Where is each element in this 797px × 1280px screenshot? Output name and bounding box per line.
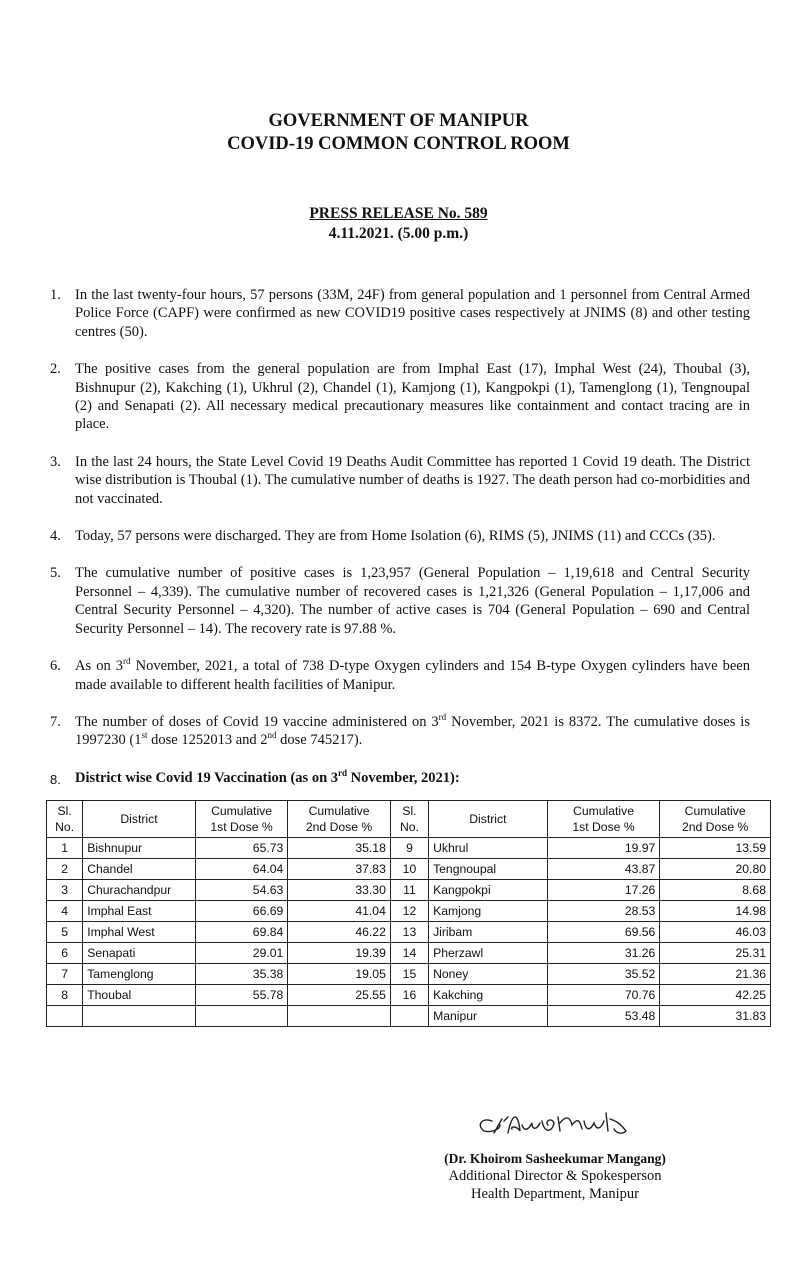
- table-cell: 46.22: [288, 922, 391, 943]
- table-cell: 64.04: [195, 859, 288, 880]
- table-cell: 21.36: [660, 964, 771, 985]
- table-row: [47, 901, 771, 922]
- item-text: [75, 657, 750, 694]
- table-cell: 70.76: [547, 985, 660, 1006]
- table-cell: [288, 1006, 391, 1027]
- press-release-date: 4.11.2021. (5.00 p.m.): [328, 225, 469, 242]
- table-cell: [83, 1006, 196, 1027]
- header-first-dose: Cumulative 1st Dose %: [195, 801, 288, 838]
- table-cell: Kamjong: [429, 901, 548, 922]
- table-cell: 35.18: [288, 838, 391, 859]
- table-cell: Imphal West: [83, 922, 196, 943]
- table-cell: 1: [47, 838, 83, 859]
- signatory-name: (Dr. Khoirom Sasheekumar Mangang): [444, 1151, 666, 1166]
- item-text-part: As on 3: [75, 658, 124, 675]
- item-text-part: dose 1252013 and 2: [147, 732, 268, 749]
- table-row: [47, 859, 771, 880]
- table-cell: [390, 1006, 428, 1027]
- item-number: 6.: [50, 658, 61, 675]
- ordinal-suffix: nd: [267, 730, 277, 741]
- table-cell: Jiribam: [429, 922, 548, 943]
- table-cell: 14: [390, 943, 428, 964]
- item-text: In the last twenty-four hours, 57 persons (33M, 24F) from general population and 1 personnel from Central Armed Police Force (CAPF) were confirmed as new COVID19 positive cases respectively at JNIMS (8) and other testing centres (50).: [75, 287, 750, 340]
- table-cell: 69.56: [547, 922, 660, 943]
- table-row: [47, 922, 771, 943]
- table-cell: 37.83: [288, 859, 391, 880]
- table-cell: 13: [390, 922, 428, 943]
- item-text-part: dose 745217).: [276, 732, 363, 749]
- list-item: [50, 527, 750, 545]
- header-second-dose: Cumulative 2nd Dose %: [660, 801, 771, 838]
- table-row: [47, 964, 771, 985]
- item-number: 1.: [50, 287, 61, 303]
- table-cell: Bishnupur: [83, 838, 196, 859]
- header-first-dose: Cumulative 1st Dose %: [547, 801, 660, 838]
- item-number: 4.: [50, 528, 61, 545]
- table-cell: 46.03: [660, 922, 771, 943]
- table-cell: 4: [47, 901, 83, 922]
- item-number: 7.: [50, 713, 61, 730]
- table-cell: [195, 1006, 288, 1027]
- item-number: 8.: [50, 772, 61, 787]
- table-cell: 42.25: [660, 985, 771, 1006]
- item-text: Today, 57 persons were discharged. They are from Home Isolation (6), RIMS (5), JNIMS (11) and CCCs (35).: [75, 528, 716, 545]
- table-cell: 19.05: [288, 964, 391, 985]
- table-cell: Kakching: [429, 985, 548, 1006]
- vaccination-heading: [50, 770, 460, 787]
- list-item: [50, 453, 750, 508]
- item-text: The positive cases from the general population are from Imphal East (17), Imphal West (24), Thoubal (3), Bishnupur (2), Kakching (1), Ukhrul (2), Chandel (1), Kamjong (1), Kangpokpi (1), Tamenglong (1), Tengnoupal (2) and Senapati (2). All necessary medical precautionary measures like containment and contact tracing are in place.: [75, 361, 750, 433]
- table-cell: Chandel: [83, 859, 196, 880]
- table-cell: Tamenglong: [83, 964, 196, 985]
- table-body: [47, 838, 771, 1027]
- table-cell: 25.55: [288, 985, 391, 1006]
- table-row: [47, 880, 771, 901]
- document-header: [0, 110, 797, 156]
- table-cell: Kangpokpi: [429, 880, 548, 901]
- ordinal-suffix: rd: [338, 768, 348, 779]
- table-cell: 43.87: [547, 859, 660, 880]
- item-text-part: The number of doses of Covid 19 vaccine administered on 3: [75, 713, 439, 730]
- table-cell: 12: [390, 901, 428, 922]
- table-cell: 31.26: [547, 943, 660, 964]
- table-cell: 6: [47, 943, 83, 964]
- table-cell: 11: [390, 880, 428, 901]
- table-row: [47, 943, 771, 964]
- table-cell: 14.98: [660, 901, 771, 922]
- item-number: 2.: [50, 361, 61, 378]
- signature-image: [470, 1103, 640, 1143]
- list-item: [50, 564, 750, 638]
- table-cell: Noney: [429, 964, 548, 985]
- table-cell: 19.39: [288, 943, 391, 964]
- table-cell: Manipur: [429, 1006, 548, 1027]
- header-district: District: [429, 801, 548, 838]
- table-cell: 7: [47, 964, 83, 985]
- signature-block: [420, 1103, 690, 1203]
- list-item: [50, 360, 750, 434]
- item-text-part: November, 2021 is 8372. The cumulative doses is 1997230 (1: [75, 713, 750, 749]
- table-cell: Ukhrul: [429, 838, 548, 859]
- header-control-room: COVID-19 COMMON CONTROL ROOM: [227, 134, 570, 154]
- table-cell: 54.63: [195, 880, 288, 901]
- item-text-part: November, 2021, a total of 738 D-type Oxygen cylinders and 154 B-type Oxygen cylinders have been made available to different health facilities of Manipur.: [75, 658, 750, 693]
- table-cell: 35.52: [547, 964, 660, 985]
- item-text: [75, 770, 460, 787]
- table-cell: 8.68: [660, 880, 771, 901]
- header-sl-no: Sl. No.: [390, 801, 428, 838]
- table-cell: 53.48: [547, 1006, 660, 1027]
- table-cell: 41.04: [288, 901, 391, 922]
- signatory-department: Health Department, Manipur: [471, 1186, 639, 1202]
- table-cell: 69.84: [195, 922, 288, 943]
- table-cell: 25.31: [660, 943, 771, 964]
- table-cell: 17.26: [547, 880, 660, 901]
- table-cell: 9: [390, 838, 428, 859]
- ordinal-suffix: rd: [123, 656, 131, 667]
- table-cell: Pherzawl: [429, 943, 548, 964]
- table-cell: 10: [390, 859, 428, 880]
- table-cell: 20.80: [660, 859, 771, 880]
- list-item: [50, 657, 750, 694]
- table-cell: Tengnoupal: [429, 859, 548, 880]
- item-text-part: November, 2021):: [347, 770, 460, 786]
- table-cell: 55.78: [195, 985, 288, 1006]
- table-cell: 3: [47, 880, 83, 901]
- table-cell: 35.38: [195, 964, 288, 985]
- table-row: [47, 838, 771, 859]
- table-row: [47, 985, 771, 1006]
- release-items: [50, 286, 750, 769]
- table-cell: 5: [47, 922, 83, 943]
- list-item: [50, 286, 750, 341]
- table-cell: 13.59: [660, 838, 771, 859]
- header-sl-no: Sl. No.: [47, 801, 83, 838]
- press-release-heading: [0, 204, 797, 244]
- table-cell: 2: [47, 859, 83, 880]
- table-cell: Imphal East: [83, 901, 196, 922]
- item-number: 5.: [50, 565, 61, 582]
- table-cell: 66.69: [195, 901, 288, 922]
- item-text-part: District wise Covid 19 Vaccination (as on 3: [75, 770, 339, 786]
- table-cell: Senapati: [83, 943, 196, 964]
- signatory-designation: Additional Director & Spokesperson: [448, 1168, 662, 1184]
- table-cell: 8: [47, 985, 83, 1006]
- table-cell: 28.53: [547, 901, 660, 922]
- table-cell: 19.97: [547, 838, 660, 859]
- table-cell: Churachandpur: [83, 880, 196, 901]
- header-district: District: [83, 801, 196, 838]
- header-government: GOVERNMENT OF MANIPUR: [268, 111, 529, 131]
- item-text: The cumulative number of positive cases is 1,23,957 (General Population – 1,19,618 and Central Security Personnel – 4,339). The cumulative number of recovered cases is 1,21,326 (General Population – 1,17,006 and Central Security Personnel – 4,320). The number of active cases is 704 (General Population – 690 and Central Security Personnel – 14). The recovery rate is 97.88 %.: [75, 565, 750, 637]
- vaccination-table: [46, 800, 771, 1027]
- item-number: 3.: [50, 453, 61, 470]
- ordinal-suffix: rd: [438, 712, 447, 723]
- ordinal-suffix: st: [141, 730, 148, 741]
- table-cell: 65.73: [195, 838, 288, 859]
- item-text: In the last 24 hours, the State Level Covid 19 Deaths Audit Committee has reported 1 Covid 19 death. The District wise distribution is Thoubal (1). The cumulative number of deaths is 1927. The death person had co-morbidities and not vaccinated.: [75, 453, 750, 507]
- table-header-row: [47, 801, 771, 838]
- table-cell: [47, 1006, 83, 1027]
- table-cell: 31.83: [660, 1006, 771, 1027]
- list-item: [50, 713, 750, 750]
- table-cell: 16: [390, 985, 428, 1006]
- header-second-dose: Cumulative 2nd Dose %: [288, 801, 391, 838]
- table-row: [47, 1006, 771, 1027]
- item-text: [75, 713, 750, 750]
- table-cell: Thoubal: [83, 985, 196, 1006]
- table-cell: 15: [390, 964, 428, 985]
- table-cell: 29.01: [195, 943, 288, 964]
- table-cell: 33.30: [288, 880, 391, 901]
- press-release-title: PRESS RELEASE No. 589: [309, 205, 488, 222]
